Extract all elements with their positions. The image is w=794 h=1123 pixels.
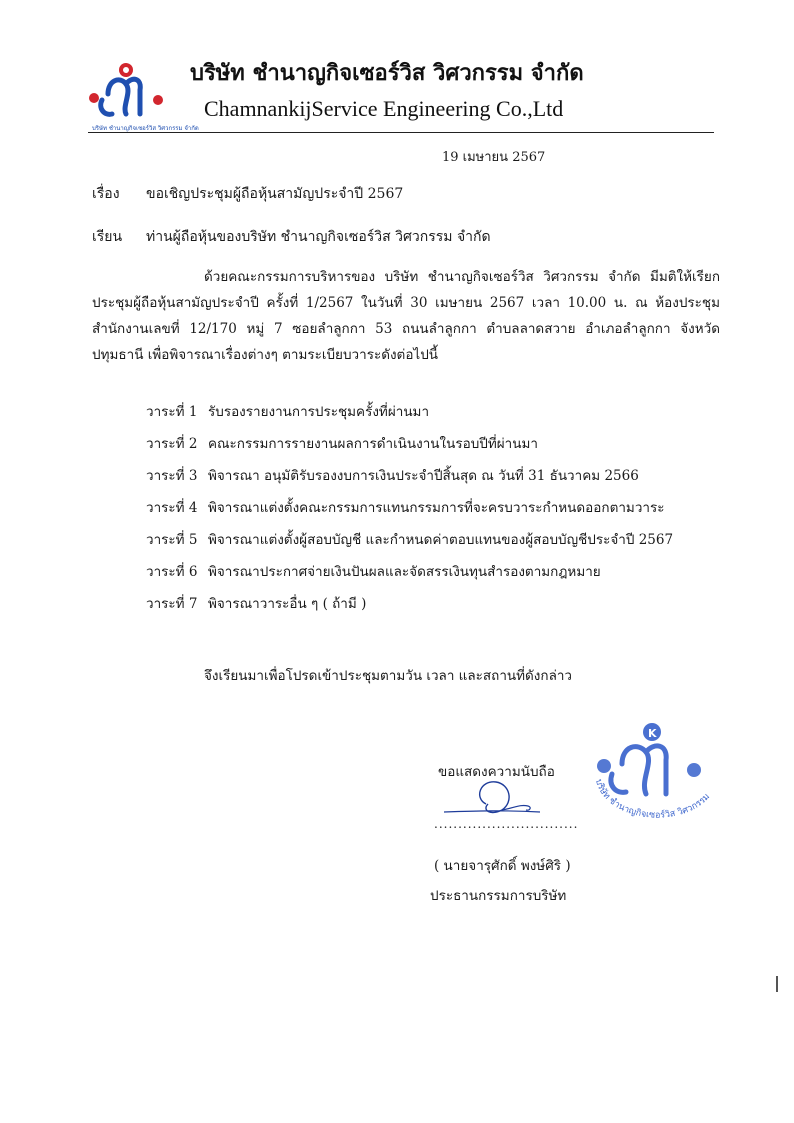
agenda-item: [146, 560, 673, 592]
agenda-text: พิจารณาแต่งตั้งคณะกรรมการแทนกรรมการที่จะครบวาระกำหนดออกตามวาระ: [208, 500, 665, 516]
agenda-item: [146, 400, 673, 432]
agenda-text: คณะกรรมการรายงานผลการดำเนินงานในรอบปีที่ผ่านมา: [208, 436, 538, 452]
stamp-letter: K: [648, 727, 657, 740]
letter-body: [92, 264, 720, 368]
company-logo: [82, 60, 199, 132]
agenda-number: วาระที่ 4: [146, 500, 198, 516]
agenda-number: วาระที่ 7: [146, 596, 198, 612]
recipient-label: เรียน: [92, 229, 123, 245]
closing-sentence: จึงเรียนมาเพื่อโปรดเข้าประชุมตามวัน เวลา และสถานที่ดังกล่าว: [204, 668, 573, 684]
agenda-text: พิจารณา อนุมัติรับรองงบการเงินประจำปีสิ้นสุด ณ วันที่ 31 ธันวาคม 2566: [208, 468, 639, 484]
gear-logo-icon: [82, 60, 199, 132]
agenda-item: [146, 528, 673, 560]
company-stamp: [574, 702, 724, 836]
svg-text:บริษัท ชำนาญกิจเซอร์วิส วิศวกร: [574, 702, 714, 821]
recipient-text: ท่านผู้ถือหุ้นของบริษัท ชำนาญกิจเซอร์วิส วิศวกรรม จำกัด: [146, 229, 491, 245]
agenda-number: วาระที่ 6: [146, 564, 198, 580]
agenda-list: [146, 400, 673, 624]
company-name-thai: บริษัท ชำนาญกิจเซอร์วิส วิศวกรรม จำกัด: [190, 60, 584, 86]
agenda-text: พิจารณาแต่งตั้งผู้สอบบัญชี และกำหนดค่าตอบแทนของผู้สอบบัญชีประจำปี 2567: [208, 532, 674, 548]
agenda-number: วาระที่ 2: [146, 436, 198, 452]
regards-text: ขอแสดงความนับถือ: [438, 764, 555, 780]
agenda-number: วาระที่ 1: [146, 404, 198, 420]
agenda-number: วาระที่ 5: [146, 532, 198, 548]
body-paragraph: ด้วยคณะกรรมการบริหารของ บริษัท ชำนาญกิจเซอร์วิส วิศวกรรม จำกัด มีมติให้เรียก ประชุมผู้ถือหุ้นสามัญประจำปี ครั้งที่ 1/2567 ในวันที่ 30 เมษายน 2567 เวลา 10.00 น. ณ ห้องประชุม สำนักงานเลขที่ 12/170 หมู่ 7 ซอยลำลูกกา 53 ถนนลำลูกกา ตำบลลาดสวาย อำเภอลำลูกกา จังหวัด ปทุมธานี เพื่อพิจารณาเรื่องต่างๆ ตามระเบียบวาระดังต่อไปนี้: [92, 269, 720, 363]
logo-caption: บริษัท ชำนาญกิจเซอร์วิส วิศวกรรม จำกัด: [92, 125, 199, 132]
header-divider: [88, 132, 714, 133]
stamp-caption: บริษัท ชำนาญกิจเซอร์วิส วิศวกรรม: [593, 778, 713, 821]
signer-name: ( นายจารุศักดิ์ พงษ์ศิริ ): [434, 858, 571, 874]
scan-edge-mark: [776, 976, 778, 992]
signer-title: ประธานกรรมการบริษัท: [430, 888, 567, 904]
agenda-text: พิจารณาวาระอื่น ๆ ( ถ้ามี ): [208, 596, 367, 612]
letter-date: 19 เมษายน 2567: [442, 150, 546, 165]
agenda-item: [146, 592, 673, 624]
subject-text: ขอเชิญประชุมผู้ถือหุ้นสามัญประจำปี 2567: [146, 186, 404, 202]
agenda-text: รับรองรายงานการประชุมครั้งที่ผ่านมา: [208, 404, 430, 420]
agenda-item: [146, 432, 673, 464]
agenda-item: [146, 496, 673, 528]
agenda-number: วาระที่ 3: [146, 468, 198, 484]
agenda-text: พิจารณาประกาศจ่ายเงินปันผลและจัดสรรเงินทุนสำรองตามกฎหมาย: [208, 564, 601, 580]
signature-line: ..............................: [434, 817, 579, 831]
subject-label: เรื่อง: [92, 186, 120, 202]
company-name-english: ChamnankijService Engineering Co.,Ltd: [204, 96, 564, 121]
agenda-item: [146, 464, 673, 496]
